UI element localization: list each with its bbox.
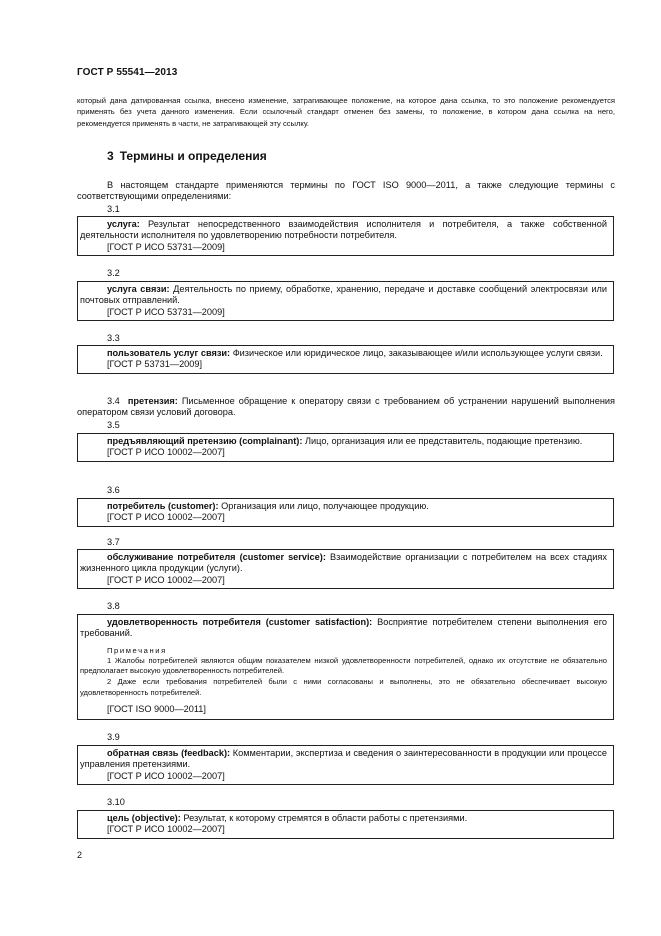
note-1: 1 Жалобы потребителей являются общим показателем низкой удовлетворенности потребителей, однако их отсутствие не обязательно предполагает высокую удовлетворенность потребителей. [80, 655, 607, 676]
notes-heading: Примечания [107, 645, 167, 655]
term-definition [80, 436, 607, 447]
term-name: пользователь услуг связи: [107, 348, 231, 358]
term-number: 3.4 [107, 396, 120, 406]
term-reference: [ГОСТ Р ИСО 10002—2007] [107, 824, 225, 835]
term-name: претензия: [127, 396, 178, 406]
section-number: 3 [107, 149, 114, 163]
term-definition [80, 348, 607, 359]
term-definition [80, 501, 607, 512]
term-number: 3.9 [107, 732, 120, 742]
term-reference: [ГОСТ Р ИСО 10002—2007] [107, 770, 225, 781]
note-2: 2 Даже если требования потребителей были с ними согласованы и выполнены, это не обязательно обеспечивает высокую удовлетворенность потребителей. [80, 677, 607, 697]
term-def-text: Взаимодействие организации с потребителем на всех стадиях жизненного цикла продукции (услуги). [80, 552, 607, 574]
section-title-text: Термины и определения [119, 149, 267, 163]
lead-paragraph: В настоящем стандарте применяются термины по ГОСТ ISO 9000—2011, а также следующие термины с соответствующими определениями: [77, 180, 615, 202]
term-reference: [ГОСТ Р ИСО 53731—2009] [107, 306, 225, 317]
term-number: 3.8 [107, 601, 120, 611]
term-name: обслуживание потребителя (customer service): [107, 552, 326, 562]
term-def-text: Восприятие потребителем степени выполнения его требований. [80, 617, 607, 639]
term-reference: [ГОСТ Р ИСО 10002—2007] [107, 574, 225, 585]
term-definition [80, 617, 607, 640]
term-box [77, 810, 614, 839]
term-box [77, 745, 614, 785]
term-definition [80, 284, 607, 307]
term-name: услуга: [107, 219, 140, 229]
term-box [77, 281, 614, 321]
term-name: цель (objective): [107, 813, 181, 823]
term-def-text: Результат непосредственного взаимодействия исполнителя и потребителя, а также собственной деятельности исполнителя по удовлетворению потребности потребителя. [80, 219, 607, 241]
intro-paragraph: который дана датированная ссылка, внесено изменение, затрагивающее положение, на которое дана ссылка, то это положение рекомендуется применять без учета данного изменения. Если ссылочный стандарт отменен без замены, то положение, в котором дана ссылка на него, рекомендуется применять в части, не затрагивающей эту ссылку. [77, 96, 615, 128]
term-def-text: Физическое или юридическое лицо, заказывающее и/или использующее услуги связи. [232, 348, 603, 358]
term-box [77, 216, 614, 256]
term-box [77, 433, 614, 462]
term-name: удовлетворенность потребителя (customer satisfaction): [107, 617, 373, 627]
term-box [77, 498, 614, 527]
standard-header: ГОСТ Р 55541—2013 [77, 67, 178, 78]
term-definition [80, 813, 607, 824]
term-name: услуга связи: [107, 284, 170, 294]
term-number: 3.6 [107, 485, 120, 495]
term-box [77, 345, 614, 374]
term-box [77, 614, 614, 720]
term-def-text: Организация или лицо, получающее продукцию. [221, 501, 429, 511]
term-def-text: Деятельность по приему, обработке, хранению, передаче и доставке сообщений электросвязи или почтовых отправлений. [80, 284, 608, 306]
term-box [77, 549, 614, 589]
term-definition [80, 219, 607, 242]
term-name: предъявляющий претензию (complainant): [107, 436, 303, 446]
term-definition [80, 748, 607, 771]
term-reference: [ГОСТ Р ИСО 10002—2007] [107, 512, 225, 523]
term-number: 3.2 [107, 268, 120, 278]
term-name: потребитель (customer): [107, 501, 219, 511]
term-reference: [ГОСТ Р ИСО 53731—2009] [107, 241, 225, 252]
term-reference: [ГОСТ Р 53731—2009] [107, 359, 203, 370]
term-number: 3.1 [107, 204, 120, 214]
term-reference: [ГОСТ Р ИСО 10002—2007] [107, 447, 225, 458]
term-number: 3.7 [107, 537, 120, 547]
section-title [107, 149, 267, 163]
term-number: 3.5 [107, 420, 120, 430]
term-paragraph [77, 396, 615, 419]
term-reference: [ГОСТ ISO 9000—2011] [107, 704, 206, 715]
term-number: 3.3 [107, 333, 120, 343]
page-number: 2 [77, 850, 83, 860]
term-name: обратная связь (feedback): [107, 748, 231, 758]
term-def-text: Лицо, организация или ее представитель, подающие претензию. [305, 436, 583, 446]
term-definition [80, 552, 607, 575]
term-number: 3.10 [107, 797, 125, 807]
term-def-text: Письменное обращение к оператору связи с требованием об устранении нарушений выполнения оператором связи условий договора. [77, 396, 616, 418]
term-def-text: Комментарии, экспертиза и сведения о заинтересованности в продукции или процессе управления претензиями. [80, 748, 608, 770]
term-def-text: Результат, к которому стремятся в области работы с претензиями. [183, 813, 468, 823]
